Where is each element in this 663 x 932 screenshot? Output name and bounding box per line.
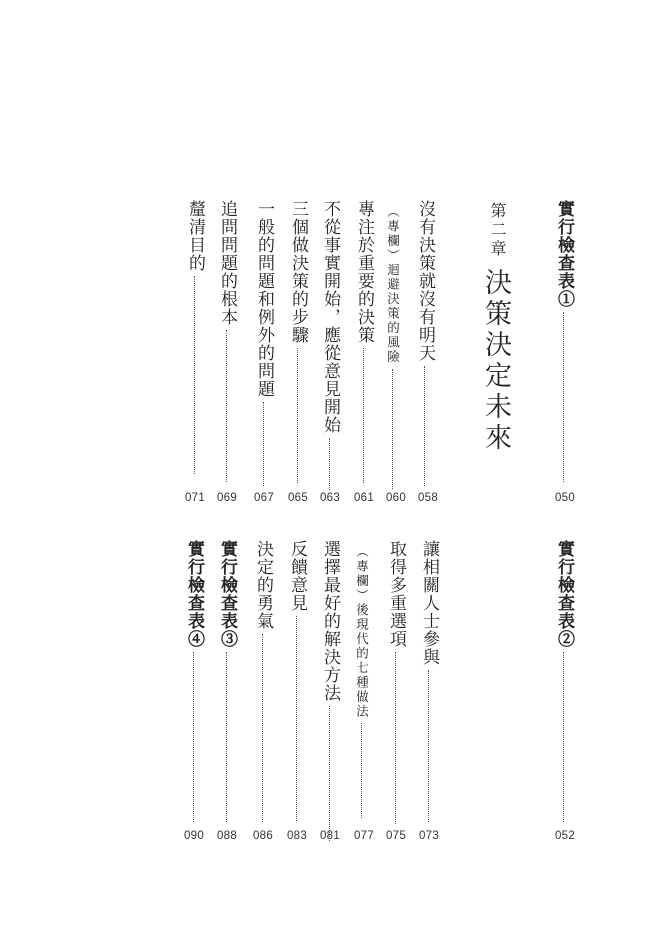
toc-entry: [386, 205, 399, 489]
entry-title: 追問問題的根本: [217, 200, 237, 326]
leader-dots: [226, 652, 227, 822]
leader-dots: [297, 348, 298, 483]
entry-title: 專注於重要的決策: [354, 200, 374, 344]
leader-dots: [329, 438, 330, 490]
page-number: 060: [385, 492, 407, 504]
entry-title: 一般的問題和例外的問題: [254, 200, 274, 398]
entry-title: 實行檢查表③: [217, 540, 237, 648]
toc-entry: [416, 200, 433, 486]
entry-title: 釐清目的: [185, 200, 205, 272]
toc-entry: [218, 540, 235, 822]
toc-entry: [321, 200, 338, 490]
page-number: 081: [319, 830, 341, 842]
chapter-title: 決策決定未來: [480, 268, 511, 454]
leader-dots: [226, 330, 227, 482]
toc-entry: [355, 545, 368, 818]
toc-entry: [289, 200, 306, 483]
toc-entry-checklist2: [555, 540, 572, 822]
entry-title: （專欄）後現代的七種做法: [354, 545, 370, 719]
entry-title: 讓相關人士參與: [419, 540, 439, 666]
leader-dots: [424, 366, 425, 486]
toc-entry-checklist1: [555, 200, 572, 482]
leader-dots: [194, 276, 195, 474]
leader-dots: [395, 652, 396, 824]
entry-title: 三個做決策的步驟: [288, 200, 308, 344]
toc-entry: [255, 200, 272, 486]
chapter-label: 第二章: [488, 202, 507, 259]
leader-dots: [363, 348, 364, 483]
leader-dots: [361, 723, 362, 818]
toc-entry: [387, 540, 404, 824]
page-number: 067: [253, 492, 275, 504]
page-number: 058: [417, 492, 439, 504]
page-number: 088: [216, 830, 238, 842]
entry-title: 不從事實開始，應從意見開始: [320, 200, 340, 434]
entry-title: 實行檢查表②: [554, 540, 574, 648]
page-number: 086: [252, 830, 274, 842]
toc-entry: [288, 540, 305, 821]
page-number: 061: [353, 492, 375, 504]
page-number: 065: [287, 492, 309, 504]
page-number: 083: [286, 830, 308, 842]
leader-dots: [262, 634, 263, 822]
entry-title: 選擇最好的解決方法: [320, 540, 340, 702]
page-number: 050: [554, 492, 576, 504]
entry-title: 反饋意見: [287, 540, 307, 612]
toc-entry: [185, 540, 202, 822]
entry-title: 取得多重選項: [386, 540, 406, 648]
leader-dots: [563, 312, 564, 482]
leader-dots: [193, 652, 194, 822]
entry-title: 沒有決策就沒有明天: [415, 200, 435, 362]
page-number: 075: [385, 830, 407, 842]
leader-dots: [296, 616, 297, 821]
toc-entry: [254, 540, 271, 822]
page-number: 069: [216, 492, 238, 504]
leader-dots: [392, 369, 393, 489]
entry-title: 實行檢查表①: [554, 200, 574, 308]
toc-entry: [321, 540, 338, 841]
page-number: 073: [418, 830, 440, 842]
page-number: 090: [183, 830, 205, 842]
entry-title: （專欄）迴避決策的風險: [385, 205, 401, 365]
toc-entry: [186, 200, 203, 474]
page-number: 063: [319, 492, 341, 504]
leader-dots: [563, 652, 564, 822]
page-number: 071: [184, 492, 206, 504]
entry-title: 實行檢查表④: [184, 540, 204, 648]
toc-entry: [420, 540, 437, 822]
leader-dots: [329, 706, 330, 841]
entry-title: 決定的勇氣: [253, 540, 273, 630]
leader-dots: [263, 402, 264, 486]
toc-entry: [218, 200, 235, 482]
page-number: 052: [554, 830, 576, 842]
toc-entry: [355, 200, 372, 483]
page-number: 077: [353, 830, 375, 842]
leader-dots: [428, 670, 429, 822]
